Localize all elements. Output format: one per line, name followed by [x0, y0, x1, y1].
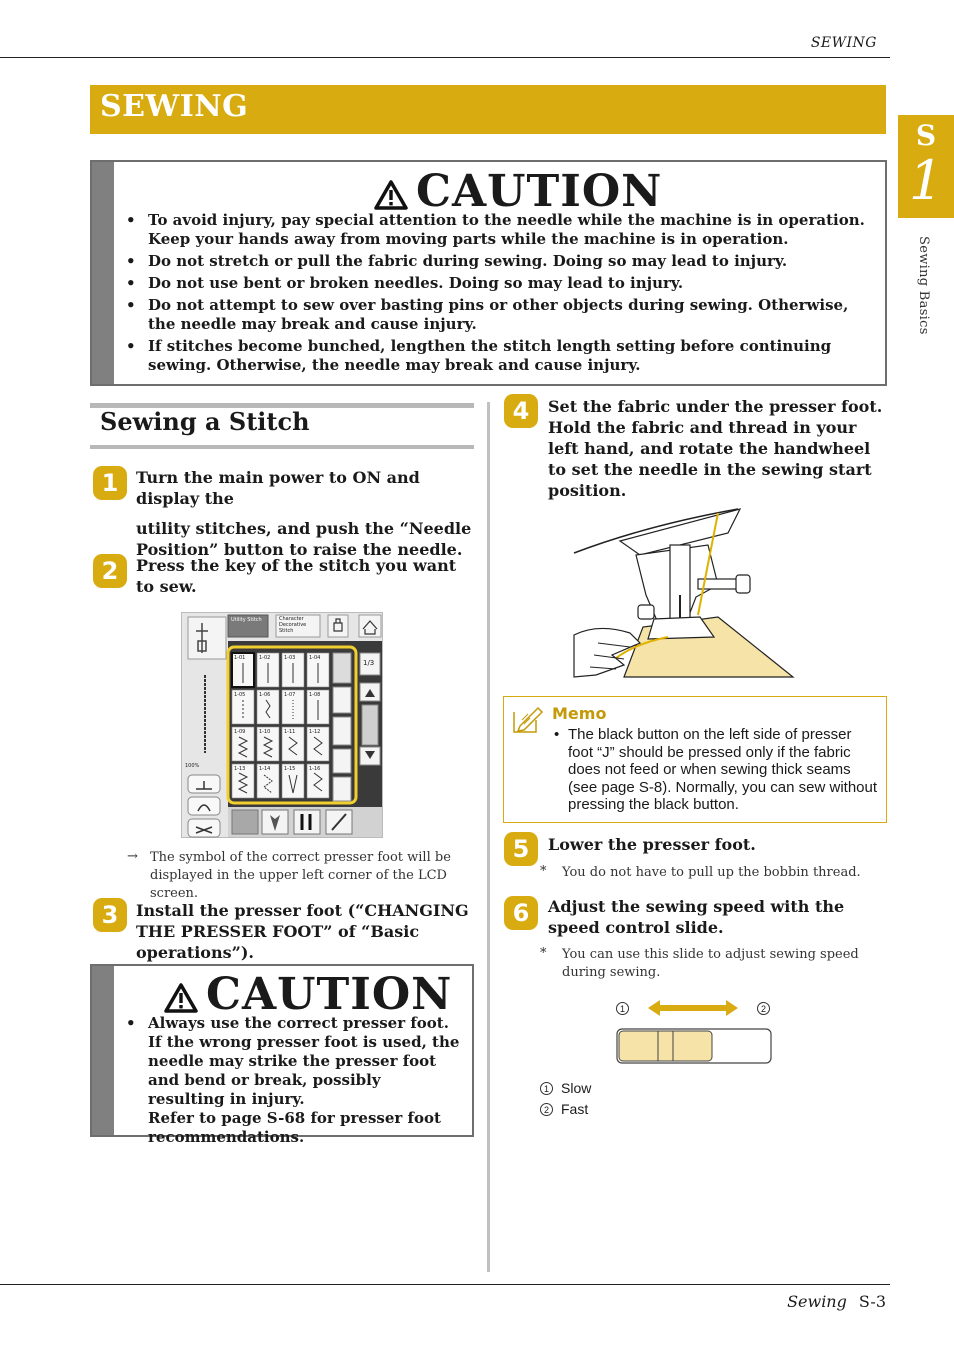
memo-text: • The black button on the left side of presser foot “J” should be pressed only if the fabric does not feed or when sewing thick seams (see page S-8). Normally, you can sew without pressing the black button.	[554, 726, 880, 814]
step-number-5: 5	[504, 832, 538, 866]
stitch-code[interactable]: 1-03	[284, 655, 296, 661]
chapter-number: 1	[908, 149, 944, 212]
column-divider	[487, 402, 490, 1272]
stitch-code[interactable]: 1-07	[284, 692, 296, 698]
stitch-code[interactable]: 1-10	[259, 729, 271, 735]
memo-title: Memo	[552, 704, 607, 723]
speed-slide-diagram	[614, 996, 774, 1066]
legend-fast	[540, 1101, 588, 1117]
step-2-note: The symbol of the correct presser foot will be displayed in the upper left corner of the LCD screen.	[150, 850, 451, 901]
step-1-text	[136, 467, 476, 560]
step-number-3: 3	[93, 898, 127, 932]
step-3-text: Install the presser foot (“CHANGING THE PRESSER FOOT” of “Basic operations”).	[136, 901, 469, 962]
chapter-letter: S	[915, 119, 937, 152]
stitch-code[interactable]: 1-15	[284, 766, 296, 772]
step-6-text: Adjust the sewing speed with the speed control slide.	[548, 897, 845, 937]
caution-item: • Do not use bent or broken needles. Doing so may lead to injury.	[120, 274, 880, 293]
subsection-rule-bottom	[90, 445, 474, 449]
step-5-note: You do not have to pull up the bobbin thread.	[562, 865, 861, 880]
header-rule	[0, 57, 890, 58]
step-1-line1: Turn the main power to ON and display the	[136, 468, 420, 508]
stitch-code[interactable]: 1-02	[259, 655, 271, 661]
caution-heading	[164, 969, 452, 1020]
legend-number: 2	[540, 1103, 553, 1116]
step-5-note-mark: *	[540, 864, 547, 879]
stitch-code[interactable]: 1-04	[309, 655, 321, 661]
footer	[787, 1292, 886, 1311]
step-6-note: You can use this slide to adjust sewing speed during sewing.	[562, 947, 859, 980]
lcd-screen	[181, 612, 383, 838]
stitch-code[interactable]: 1-13	[234, 766, 246, 772]
stitch-code[interactable]: 1-01	[234, 655, 246, 661]
lcd-page-indicator: 1/3	[363, 659, 375, 667]
legend-number: 1	[540, 1082, 553, 1095]
footer-rule	[0, 1284, 890, 1285]
step-2-note-mark: →	[127, 849, 138, 864]
step-1-rest: utility stitches, and push the “Needle Position” button to raise the needle.	[136, 519, 472, 559]
step-number-2: 2	[93, 554, 127, 588]
caution-item	[120, 1014, 460, 1147]
stitch-code[interactable]: 1-08	[309, 692, 321, 698]
lcd-tab-character[interactable]: Character Decorative Stitch	[279, 616, 307, 634]
lcd-tab-utility[interactable]: Utility Stitch	[231, 617, 262, 623]
caution-strip	[92, 966, 114, 1135]
lcd-screen-graphic	[182, 613, 384, 839]
caution-list	[120, 1014, 460, 1150]
legend-slow	[540, 1080, 591, 1096]
legend-label: Slow	[561, 1080, 592, 1096]
callout-number: 2	[757, 1002, 770, 1015]
caution-list	[120, 211, 880, 378]
memo-icon	[512, 706, 544, 734]
caution-item: • Do not stretch or pull the fabric during sewing. Doing so may lead to injury.	[120, 252, 880, 271]
stitch-code[interactable]: 1-12	[309, 729, 321, 735]
step-6-note-mark: *	[540, 946, 547, 961]
step-2-text: Press the key of the stitch you want to sew.	[136, 556, 457, 596]
stitch-code[interactable]: 1-16	[309, 766, 321, 772]
caution-box-bottom	[90, 964, 474, 1146]
warning-triangle-icon	[374, 180, 408, 210]
caution-item: • If stitches become bunched, lengthen the stitch length setting before continuing sewing. Otherwise, the needle may break and cause injury.	[120, 337, 880, 375]
stitch-code[interactable]: 1-11	[284, 729, 296, 735]
lcd-length-label: 100%	[185, 763, 200, 769]
warning-triangle-icon	[164, 983, 198, 1013]
caution-box-top	[90, 160, 887, 386]
presser-foot-illustration	[568, 505, 798, 680]
legend-label: Fast	[561, 1101, 589, 1117]
caution-title: CAUTION	[206, 969, 453, 1020]
step-number-1: 1	[93, 466, 127, 500]
subsection-title: Sewing a Stitch	[100, 407, 310, 436]
running-head: SEWING	[810, 35, 877, 51]
callout-number: 1	[616, 1002, 629, 1015]
chapter-tab	[898, 115, 954, 218]
caution-item: • To avoid injury, pay special attention to the needle while the machine is in operation. Keep your hands away from moving parts while the machine is in operation.	[120, 211, 880, 249]
footer-section: Sewing	[787, 1292, 847, 1311]
stitch-code[interactable]: 1-05	[234, 692, 246, 698]
caution-item-ref: Refer to page S-68 for presser foot recommendations.	[148, 1109, 441, 1146]
step-number-6: 6	[504, 896, 538, 930]
caution-item: • Do not attempt to sew over basting pins or other objects during sewing. Otherwise, the needle may break and cause injury.	[120, 296, 880, 334]
stitch-code[interactable]: 1-06	[259, 692, 271, 698]
page-number: S-3	[858, 1292, 886, 1311]
caution-title: CAUTION	[416, 166, 663, 217]
section-title: SEWING	[100, 89, 249, 124]
step-number-4: 4	[504, 394, 538, 428]
stitch-code[interactable]: 1-14	[259, 766, 271, 772]
stitch-code[interactable]: 1-09	[234, 729, 246, 735]
section-bar	[90, 85, 886, 134]
step-5-text: Lower the presser foot.	[548, 835, 756, 854]
caution-item-text: Always use the correct presser foot. If the wrong presser foot is used, the needle may strike the presser foot and bend or break, possibly resulting in injury.	[148, 1014, 460, 1108]
step-4-text: Set the fabric under the presser foot. Hold the fabric and thread in your left hand, and rotate the handwheel to set the needle in the sewing start position.	[548, 397, 883, 500]
caution-heading	[374, 166, 662, 217]
caution-strip	[92, 162, 114, 384]
chapter-side-label: Sewing Basics	[916, 236, 931, 335]
